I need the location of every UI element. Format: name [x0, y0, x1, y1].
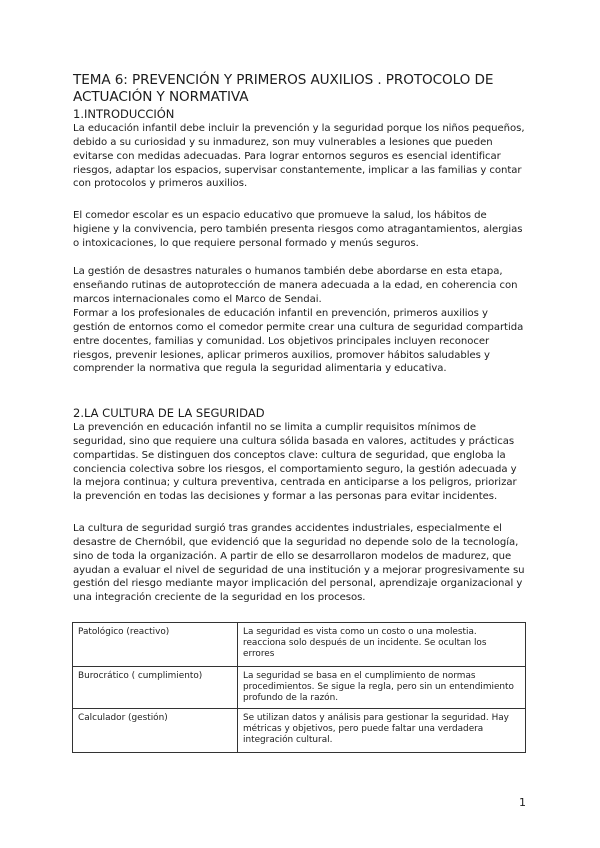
maturity-model-table: [72, 622, 526, 753]
table-cell-level: Patológico (reactivo): [73, 623, 238, 667]
paragraph: Formar a los profesionales de educación infantil en prevención, primeros auxilios y gestión de entornos como el comedor permite crear una cultura de seguridad compartida entre docentes, familias y comunidad. Los objetivos principales incluyen reconocer riesgos, prevenir lesiones, aplicar primeros auxilios, promover hábitos saludables y comprender la normativa que regula la seguridad alimentaria y educativa.: [73, 308, 524, 375]
paragraph: La cultura de seguridad surgió tras grandes accidentes industriales, especialmente el desastre de Chernóbil, que evidenció que la seguridad no depende solo de la tecnología, sino de toda la organización. A partir de ello se desarrollaron modelos de madurez, que ayudan a evaluar el nivel de seguridad de una institución y a mejorar progresivamente su gestión del riesgo mediante mayor implicación del personal, aprendizaje organizacional y una integración creciente de la seguridad en los procesos.: [73, 523, 525, 604]
table-cell-level: Calculador (gestión): [73, 709, 238, 753]
paragraph: La gestión de desastres naturales o humanos también debe abordarse en esta etapa, enseñando rutinas de autoprotección de manera adecuada a la edad, en coherencia con marcos internacionales como el Marco de Sendai.: [73, 266, 518, 305]
section-heading-cultura-seguridad: 2.LA CULTURA DE LA SEGURIDAD: [73, 406, 265, 420]
table-row: [73, 709, 526, 753]
page-number: 1: [519, 796, 526, 809]
table-cell-level: Burocrático ( cumplimiento): [73, 667, 238, 709]
table-cell-description: La seguridad es vista como un costo o una molestia. reacciona solo después de un incidente. Se ocultan los errores: [238, 623, 526, 667]
paragraph: La prevención en educación infantil no se limita a cumplir requisitos mínimos de seguridad, sino que requiere una cultura sólida basada en valores, actitudes y prácticas compartidas. Se distinguen dos conceptos clave: cultura de seguridad, que engloba la conciencia colectiva sobre los riesgos, el comportamiento seguro, la gestión adecuada y la mejora continua; y cultura preventiva, centrada en anticiparse a los peligros, priorizar la prevención en todas las decisiones y formar a las personas para evitar incidentes.: [73, 422, 517, 503]
section-heading-introduccion: 1.INTRODUCCIÓN: [73, 107, 175, 121]
table-row: [73, 623, 526, 667]
table-row: [73, 667, 526, 709]
table-cell-description: La seguridad se basa en el cumplimiento de normas procedimientos. Se sigue la regla, pero sin un entendimiento profundo de la razón.: [238, 667, 526, 709]
table-cell-description: Se utilizan datos y análisis para gestionar la seguridad. Hay métricas y objetivos, pero puede faltar una verdadera integración cultural.: [238, 709, 526, 753]
paragraph: La educación infantil debe incluir la prevención y la seguridad porque los niños pequeños, debido a su curiosidad y su inmadurez, son muy vulnerables a lesiones que pueden evitarse con medidas adecuadas. Para lograr entornos seguros es esencial identificar riesgos, adaptar los espacios, supervisar constantemente, implicar a las familias y contar con protocolos y primeros auxilios.: [73, 123, 525, 190]
document-title: TEMA 6: PREVENCIÓN Y PRIMEROS AUXILIOS . PROTOCOLO DE ACTUACIÓN Y NORMATIVA: [73, 72, 494, 105]
paragraph: El comedor escolar es un espacio educativo que promueve la salud, los hábitos de higiene y la convivencia, pero también presenta riesgos como atragantamientos, alergias o intoxicaciones, lo que requiere personal formado y menús seguros.: [73, 210, 523, 249]
